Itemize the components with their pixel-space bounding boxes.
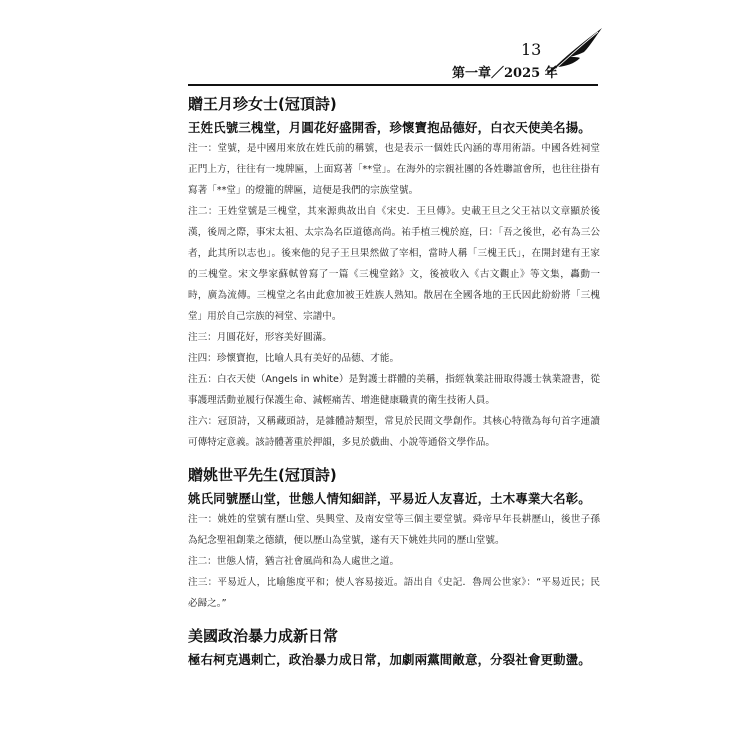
section-title: 贈姚世平先生(冠頂詩) [188,466,337,484]
poem-line: 姚氏同號歷山堂，世態人情知細詳，平易近人友喜近，土木專業大名彰。 [188,491,591,506]
note-6: 注六：冠頂詩，又稱藏頭詩，是雜體詩類型，常見於民間文學創作。其核心特徵為每句首字連讀可傳特定意義。該詩體著重於押韻，多見於戲曲、小說等通俗文學作品。 [188,416,600,448]
note-1: 注一：姚姓的堂號有歷山堂、吳興堂、及南安堂等三個主要堂號。舜帝早年長耕歷山，後世子孫為紀念聖祖創業之德績，便以歷山為堂號，遂有天下姚姓共同的歷山堂號。 [188,514,600,546]
running-head: 第一章／2025 年 [452,66,558,81]
section-title: 美國政治暴力成新日常 [188,627,339,645]
note-2: 注二：世態人情，猶言社會風尚和為人處世之道。 [188,556,400,567]
section-yao [188,453,600,614]
note-2: 注二：王姓堂號是三槐堂，其來源典故出自《宋史．王旦傳》。史載王旦之父王祜以文章顯於後漢，後周之際，事宋太祖、太宗為名臣道德高尚。祐手植三槐於庭，曰：「吾之後世，必有為三公者，此其所以志也」。後來他的兒子王旦果然做了宰相，當時人稱「三槐王氏」，在開封建有王家的三槐堂。宋文學家蘇軾曾寫了一篇《三槐堂銘》文，後被收入《古文觀止》等文集，轟動一時，廣為流傳。三槐堂之名由此愈加被王姓族人熟知。散居在全國各地的王氏因此紛紛將「三槐堂」用於自己宗族的祠堂、宗譜中。 [188,206,600,322]
note-4: 注四：珍懷寶抱，比喻人具有美好的品德、才能。 [188,353,400,364]
note-1: 注一：堂號，是中國用來放在姓氏前的稱號，也是表示一個姓氏內涵的專用術語。中國各姓祠堂正門上方，往往有一塊牌匾，上面寫著「**堂」。在海外的宗親社團的各姓聯誼會所，也往往掛有寫著「**堂」的燈籠的牌匾，這便是我們的宗族堂號。 [188,143,600,196]
poem-line: 極右柯克遇刺亡，政治暴力成日常，加劇兩黨間敵意，分裂社會更動盪。 [188,652,591,667]
note-5: 注五：白衣天使（Angels in white）是對護士群體的美稱，指經執業註冊取得護士執業證書，從事護理活動並履行保護生命、減輕痛苦、增進健康職責的衛生技術人員。 [188,374,600,406]
page-number: 13 [521,40,542,59]
page-content [188,92,600,670]
section-title: 贈王月珍女士(冠頂詩) [188,95,337,113]
header-rule [188,84,598,86]
section-us-politics [188,614,600,670]
note-3: 注三：平易近人，比喻態度平和；使人容易接近。語出自《史記．魯周公世家》：“平易近民；民必歸之。” [188,577,600,609]
section-wang [188,92,600,453]
note-3: 注三：月圓花好，形容美好圓滿。 [188,332,332,343]
poem-line: 王姓氏號三槐堂，月圓花好盛開香，珍懷寶抱品德好，白衣天使美名揚。 [188,120,591,135]
